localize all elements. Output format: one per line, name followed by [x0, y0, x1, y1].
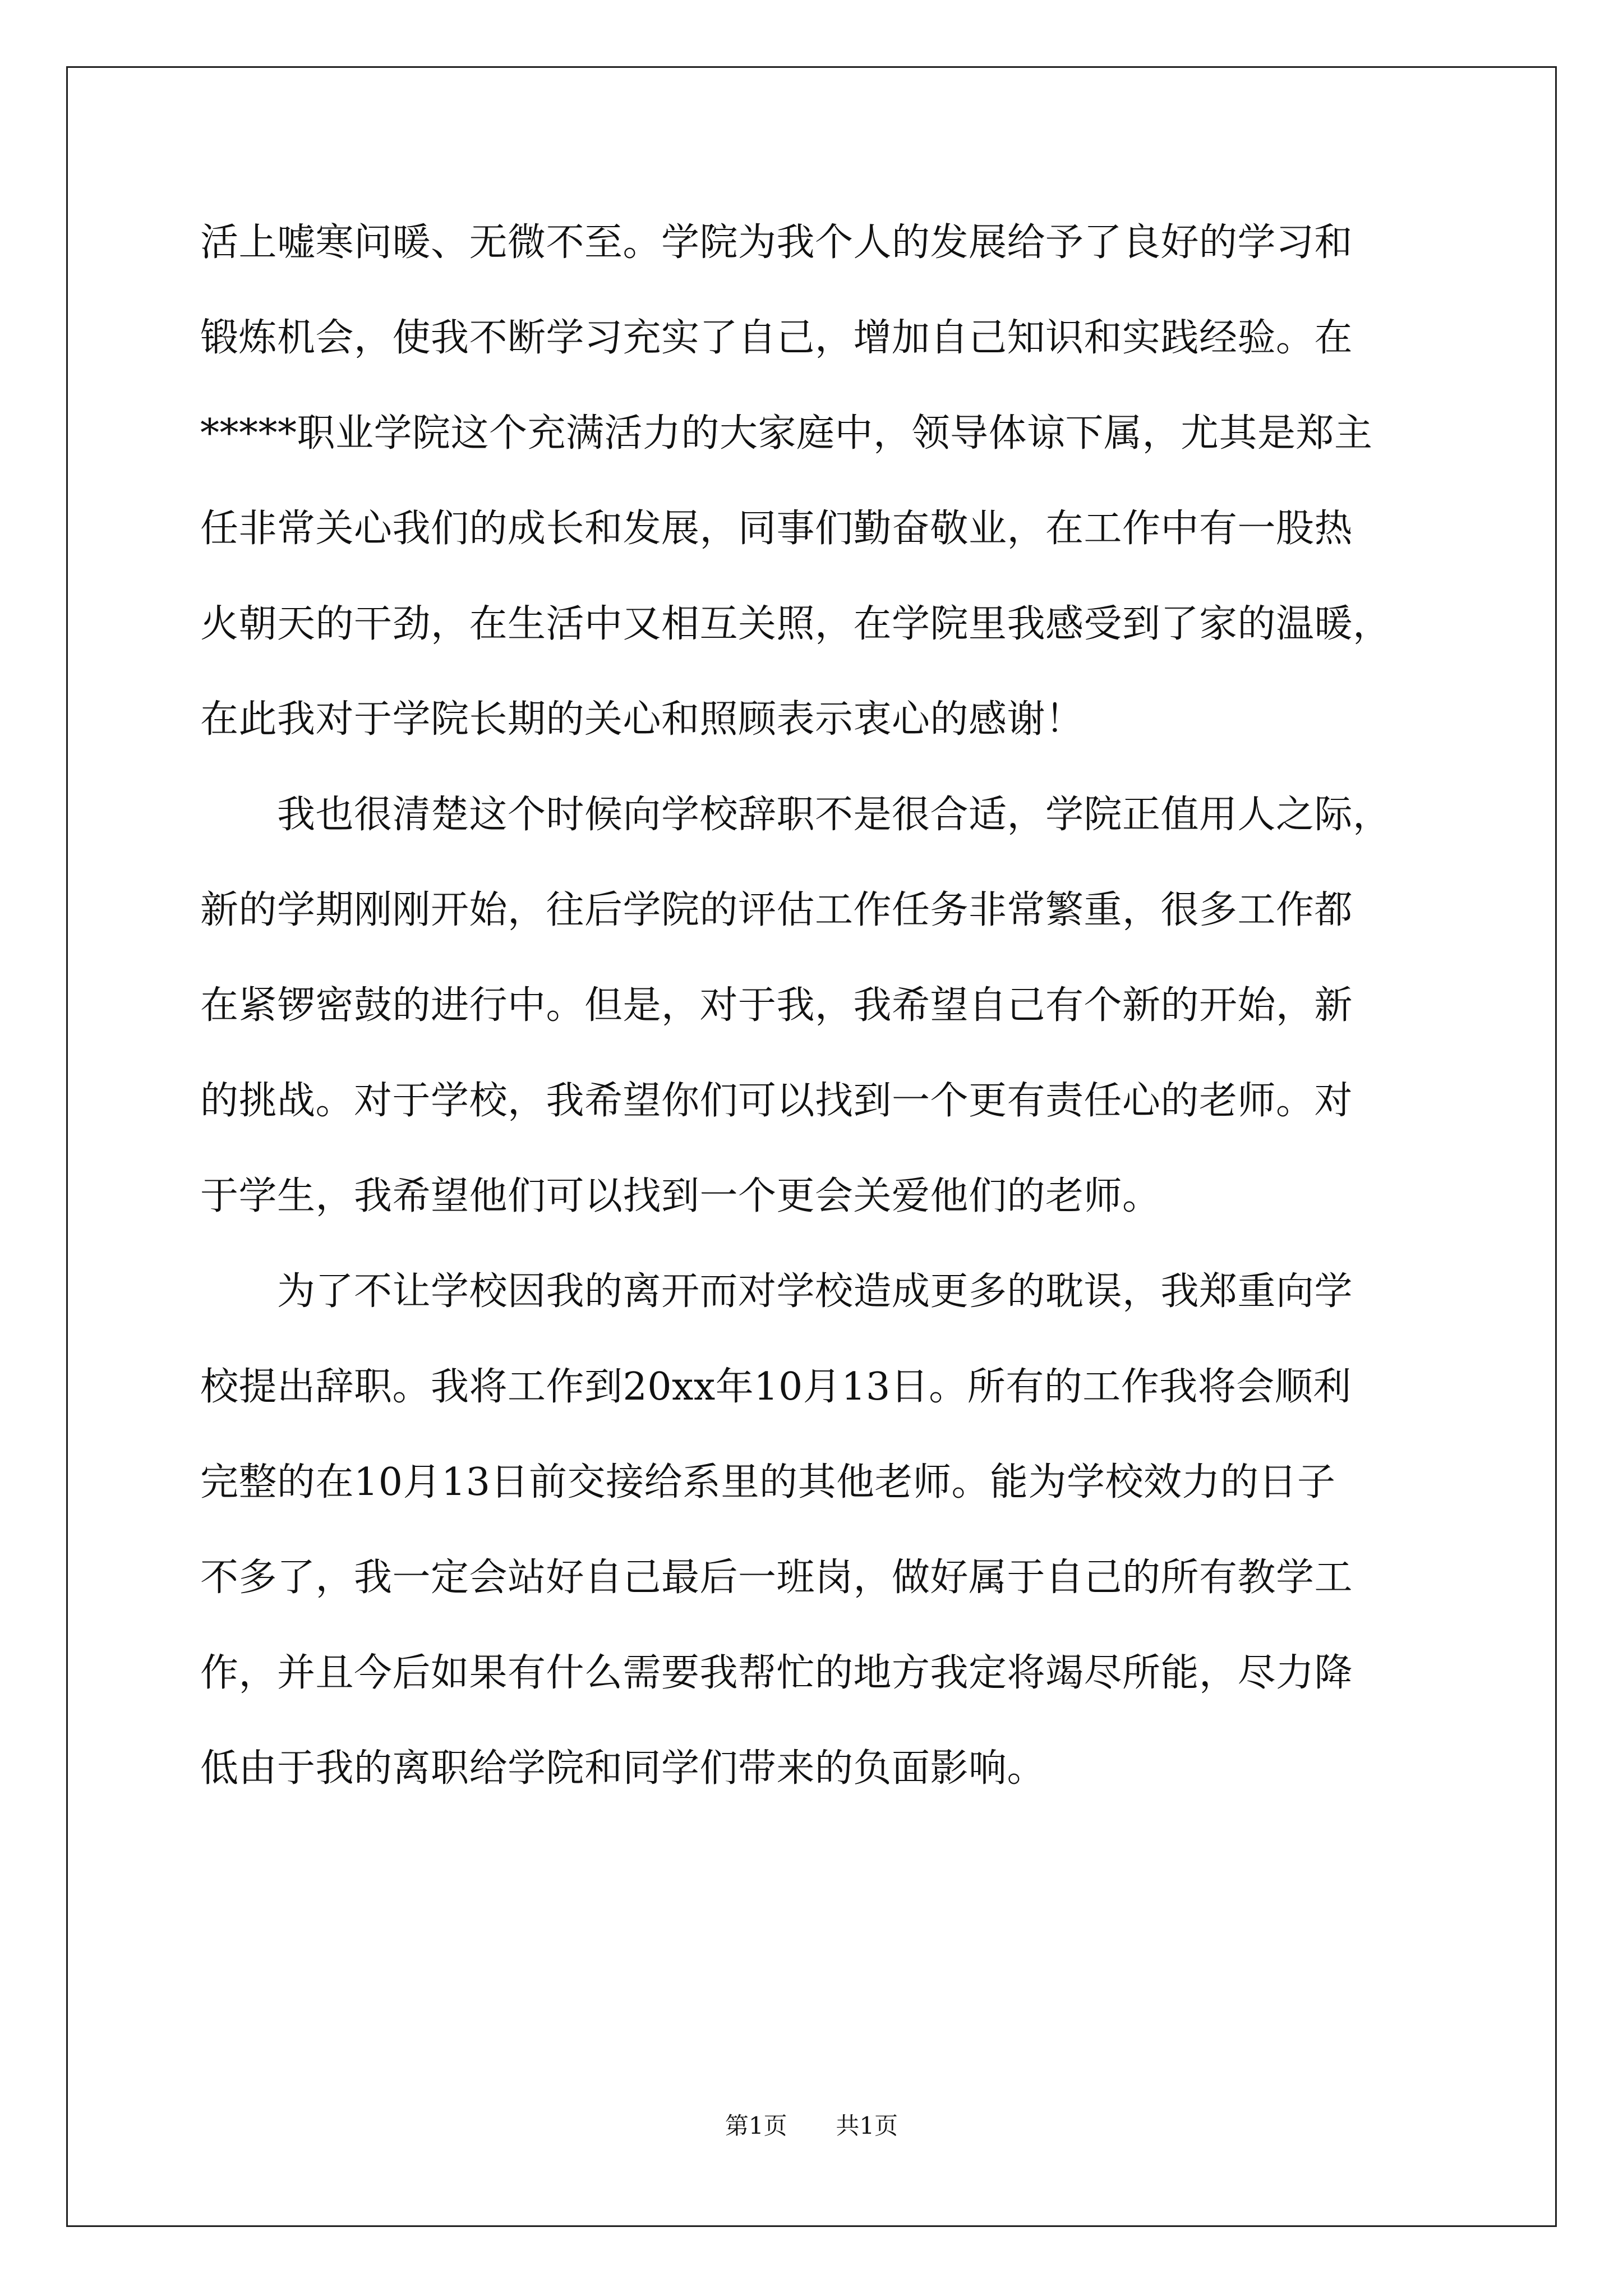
page-number: 第1页	[725, 2112, 787, 2139]
text-line: 为了不让学校因我的离开而对学校造成更多的耽误，我郑重向学	[200, 1269, 1353, 1314]
paragraph-1	[200, 195, 1434, 767]
text-line: 低由于我的离职给学院和同学们带来的负面影响。	[200, 1746, 1046, 1791]
page-footer	[0, 2109, 1623, 2143]
text-line: 任非常关心我们的成长和发展，同事们勤奋敬业，在工作中有一股热	[200, 507, 1353, 551]
text-line: 不多了，我一定会站好自己最后一班岗，做好属于自己的所有教学工	[200, 1556, 1353, 1600]
text-line: 在紧锣密鼓的进行中。但是，对于我，我希望自己有个新的开始，新	[200, 983, 1353, 1028]
text-line: 完整的在10月13日前交接给系里的其他老师。能为学校效力的日子	[200, 1460, 1336, 1504]
text-line: 作，并且今后如果有什么需要我帮忙的地方我定将竭尽所能，尽力降	[200, 1651, 1353, 1695]
text-line: 校提出辞职。我将工作到20xx年10月13日。所有的工作我将会顺利	[200, 1365, 1352, 1409]
text-line: 新的学期刚刚开始，往后学院的评估工作任务非常繁重，很多工作都	[200, 888, 1353, 932]
text-line: *****职业学院这个充满活力的大家庭中，领导体谅下属，尤其是郑主	[200, 411, 1373, 455]
paragraph-2	[200, 767, 1434, 1244]
text-line: 的挑战。对于学校，我希望你们可以找到一个更有责任心的老师。对	[200, 1079, 1353, 1123]
text-line: 在此我对于学院长期的关心和照顾表示衷心的感谢！	[200, 697, 1084, 742]
paragraph-3	[200, 1244, 1434, 1816]
text-line: 火朝天的干劲，在生活中又相互关照，在学院里我感受到了家的温暖，	[200, 602, 1391, 646]
text-line: 活上嘘寒问暖、无微不至。学院为我个人的发展给予了良好的学习和	[200, 220, 1353, 265]
text-line: 锻炼机会，使我不断学习充实了自己，增加自己知识和实践经验。在	[200, 316, 1353, 360]
page-total: 共1页	[836, 2112, 898, 2139]
text-line: 于学生，我希望他们可以找到一个更会关爱他们的老师。	[200, 1174, 1161, 1218]
document-body	[200, 195, 1434, 1816]
text-line: 我也很清楚这个时候向学校辞职不是很合适，学院正值用人之际，	[200, 793, 1391, 837]
